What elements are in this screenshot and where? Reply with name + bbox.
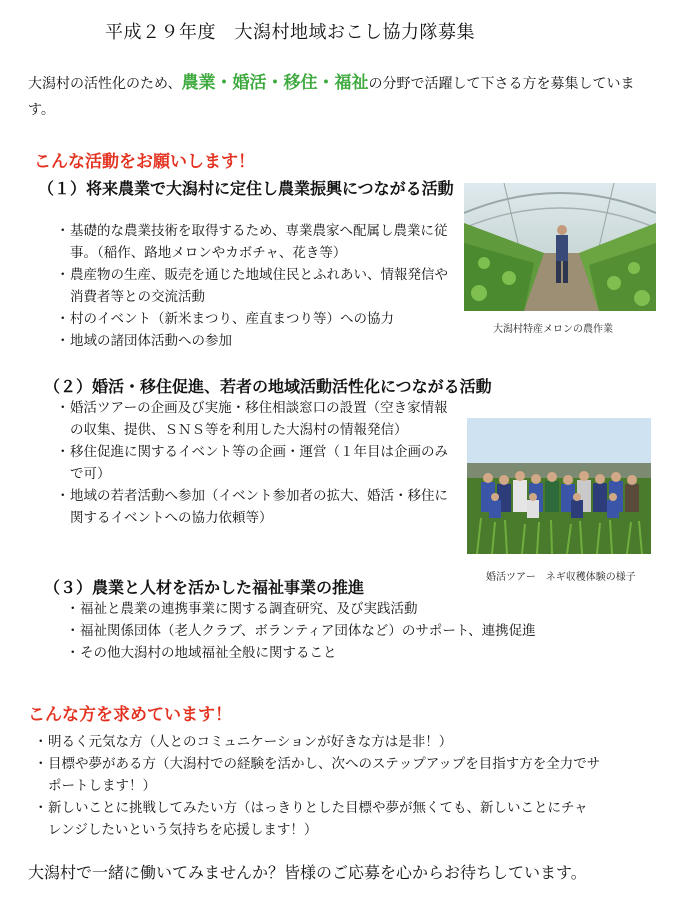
list-item: ・ 地域の諸団体活動への参加 — [58, 330, 450, 352]
list-item: ・ 目標や夢がある方（大潟村での経験を活かし、次へのステップアップを目指す方を全力でサポートします！） — [36, 753, 601, 797]
list-item: ・ その他大潟村の地域福祉全般に関すること — [68, 642, 628, 664]
list-item: ・ 地域の若者活動へ参加（イベント参加者の拡大、婚活・移住に関するイベントへの協力依頼等） — [58, 485, 454, 529]
intro-highlight: 農業・婚活・移住・福祉 — [181, 73, 369, 93]
intro-text — [28, 70, 648, 123]
section-1-title: （１）将来農業で大潟村に定住し農業振興につながる活動 — [38, 179, 454, 198]
list-item: ・ 基礎的な農業技術を取得するため、専業農家へ配属し農業に従事。（稲作、路地メロンやカボチャ、花き等） — [58, 220, 450, 264]
request-heading: こんな活動をお願いします！ — [34, 152, 255, 172]
list-item: ・ 移住促進に関するイベント等の企画・運営（１年目は企画のみで可） — [58, 441, 454, 485]
tour-photo — [467, 418, 651, 554]
greenhouse-photo — [464, 183, 656, 311]
seek-heading: こんな方を求めています！ — [28, 705, 232, 725]
list-item: ・ 福祉と農業の連携事業に関する調査研究、及び実践活動 — [68, 598, 628, 620]
section-1-list — [58, 220, 450, 352]
list-item: ・ 村のイベント（新米まつり、産直まつり等）への協力 — [58, 308, 450, 330]
list-item: ・ 農産物の生産、販売を通じた地域住民とふれあい、情報発信や消費者等との交流活動 — [58, 264, 450, 308]
tour-caption: 婚活ツアー ネギ収穫体験の様子 — [486, 572, 636, 583]
section-3-title: （３）農業と人材を活かした福祉事業の推進 — [44, 578, 365, 597]
greenhouse-caption: 大潟村特産メロンの農作業 — [493, 324, 613, 335]
page-title: 平成２９年度 大潟村地域おこし協力隊募集 — [105, 22, 475, 43]
intro-suffix: の分野で活躍して下さる方を募集しています。 — [28, 76, 635, 118]
section-2-title: （２）婚活・移住促進、若者の地域活動活性化につながる活動 — [44, 377, 492, 396]
list-item: ・ 明るく元気な方（人とのコミュニケーションが好きな方は是非！） — [36, 731, 601, 753]
closing-text: 大潟村で一緒に働いてみませんか？皆様のご応募を心からお待ちしています。 — [28, 863, 587, 882]
intro-prefix: 大潟村の活性化のため、 — [28, 76, 182, 92]
list-item: ・ 婚活ツアーの企画及び実施・移住相談窓口の設置（空き家情報の収集、提供、ＳＮＳ等を利用した大潟村の情報発信） — [58, 397, 454, 441]
section-2-list — [58, 397, 454, 529]
list-item: ・ 新しいことに挑戦してみたい方（はっきりとした目標や夢が無くても、新しいことにチャレンジしたいという気持ちを応援します！） — [36, 797, 601, 841]
seek-list — [36, 731, 601, 841]
list-item: ・ 福祉関係団体（老人クラブ、ボランティア団体など）のサポート、連携促進 — [68, 620, 628, 642]
section-3-list — [68, 598, 628, 664]
